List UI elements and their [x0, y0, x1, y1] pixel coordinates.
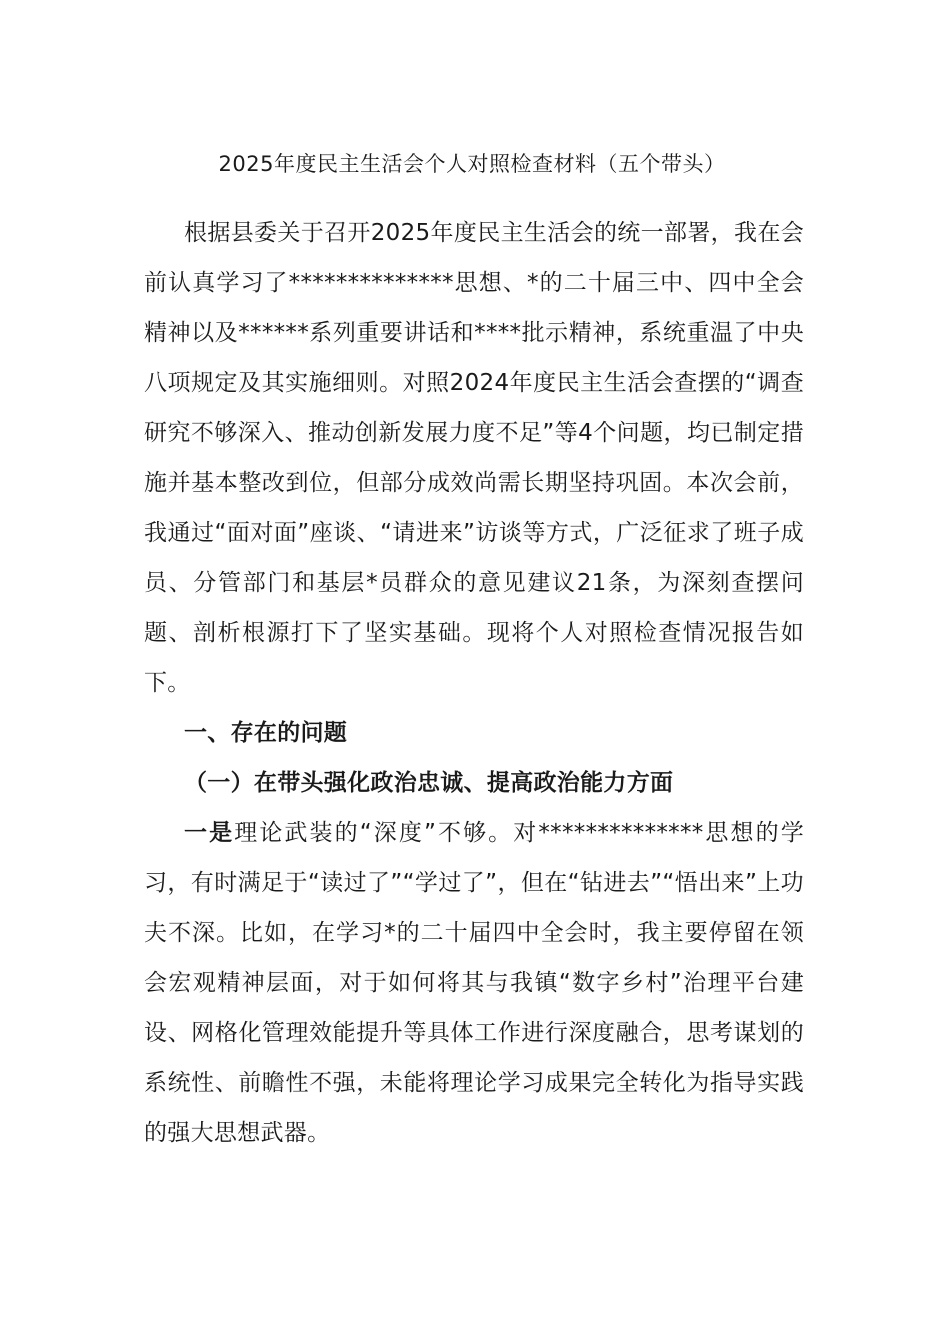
- section-heading-problems: 一、存在的问题: [184, 720, 348, 746]
- point-1-text: 理论武装的“深度”不够。对**************思想的学习，有时满足于“读过了”“学过了”，但在“钻进去”“悟出来”上功夫不深。比如，在学习*的二十届四中全会时，我主要停留在领会宏观精神层面，对于如何将其与我镇“数字乡村”治理平台建设、网格化管理效能提升等具体工作进行深度融合，思考谋划的系统性、前瞻性不强，未能将理论学习成果完全转化为指导实践的强大思想武器。: [144, 820, 804, 1146]
- point-1-lead: 一是: [184, 820, 235, 846]
- document-body: [144, 208, 804, 1158]
- document-title: 2025年度民主生活会个人对照检查材料（五个带头）: [218, 152, 726, 176]
- point-1-paragraph: [144, 808, 804, 1158]
- intro-paragraph: 根据县委关于召开2025年度民主生活会的统一部署，我在会前认真学习了**************思想、*的二十届三中、四中全会精神以及******系列重要讲话和****批示精神，系统重温了中央八项规定及其实施细则。对照2024年度民主生活会查摆的“调查研究不够深入、推动创新发展力度不足”等4个问题，均已制定措施并基本整改到位，但部分成效尚需长期坚持巩固。本次会前，我通过“面对面”座谈、“请进来”访谈等方式，广泛征求了班子成员、分管部门和基层*员群众的意见建议21条，为深刻查摆问题、剖析根源打下了坚实基础。现将个人对照检查情况报告如下。: [144, 220, 804, 696]
- subsection-heading-political-loyalty: （一）在带头强化政治忠诚、提高政治能力方面: [184, 770, 674, 796]
